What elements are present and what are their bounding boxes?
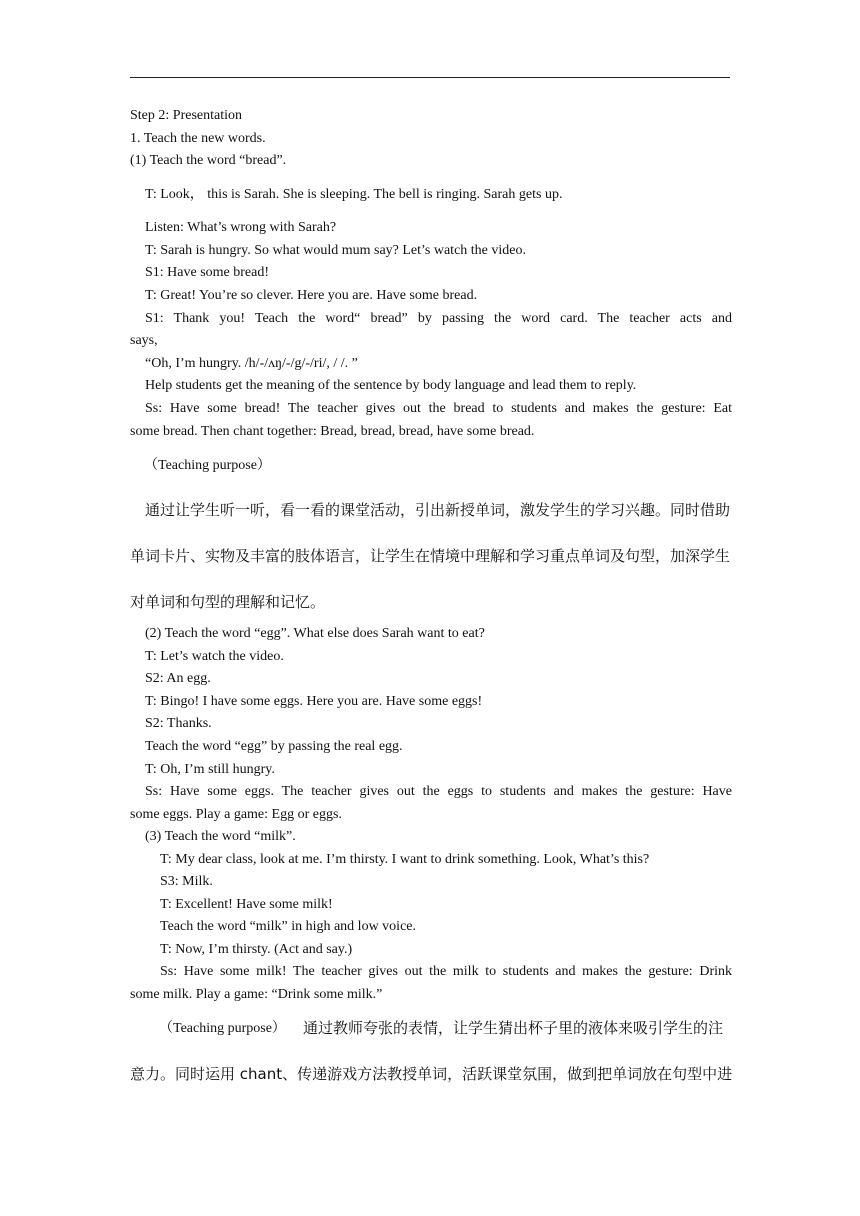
text-line: T: Let’s watch the video.: [145, 649, 284, 664]
teaching-purpose-label: （Teaching purpose）: [144, 458, 271, 473]
subsection-heading: (1) Teach the word “bread”.: [130, 153, 287, 168]
teaching-purpose-label: （Teaching purpose）: [159, 1021, 286, 1036]
text-line: Listen: What’s wrong with Sarah?: [145, 220, 337, 235]
subsection-heading: (2) Teach the word “egg”. What else does Sarah want to eat?: [145, 626, 485, 641]
purpose-text: 对单词和句型的理解和记忆。: [130, 593, 326, 611]
text-line: T: Excellent! Have some milk!: [160, 897, 333, 912]
text-line: Ss: Have some bread! The teacher gives out the bread to students and makes the gesture: Eat: [145, 401, 732, 416]
text-line: T: Great! You’re so clever. Here you are. Have some bread.: [145, 288, 478, 303]
text-line: T: Now, I’m thirsty. (Act and say.): [160, 942, 353, 957]
text-line: says,: [130, 333, 158, 348]
text-line: T: My dear class, look at me. I’m thirsty. I want to drink something. Look, What’s this?: [160, 852, 650, 867]
text-line: some eggs. Play a game: Egg or eggs.: [130, 807, 342, 822]
text-line: Ss: Have some milk! The teacher gives out the milk to students and makes the gesture: Drink: [160, 964, 732, 979]
purpose-text: 单词卡片、实物及丰富的肢体语言，让学生在情境中理解和学习重点单词及句型，加深学生: [130, 547, 731, 565]
text-line: T: Oh, I’m still hungry.: [145, 762, 275, 777]
text-line: “Oh, I’m hungry. /h/-/ʌŋ/-/g/-/ri/, / /. ”: [145, 356, 358, 371]
text-line: Help students get the meaning of the sentence by body language and lead them to reply.: [145, 378, 637, 393]
text-line: Teach the word “milk” in high and low voice.: [160, 919, 416, 934]
purpose-text: 通过让学生听一听，看一看的课堂活动，引出新授单词，激发学生的学习兴趣。同时借助: [145, 501, 731, 519]
text-line: T: Bingo! I have some eggs. Here you are. Have some eggs!: [145, 694, 483, 709]
text-line: some bread. Then chant together: Bread, bread, bread, have some bread.: [130, 424, 535, 439]
text-line: S1: Thank you! Teach the word“ bread” by passing the word card. The teacher acts and: [145, 311, 732, 326]
text-line: some milk. Play a game: “Drink some milk.”: [130, 987, 383, 1002]
text-line: S2: An egg.: [145, 671, 211, 686]
step-heading: Step 2: Presentation: [130, 108, 242, 123]
purpose-text: 通过教师夸张的表情，让学生猜出杯子里的液体来吸引学生的注: [303, 1019, 724, 1037]
header-rule: [130, 77, 730, 78]
section-heading: 1. Teach the new words.: [130, 131, 266, 146]
text-line: Ss: Have some eggs. The teacher gives out the eggs to students and makes the gesture: Have: [145, 784, 732, 799]
text-line: S2: Thanks.: [145, 716, 212, 731]
text-line: T: Look， this is Sarah. She is sleeping. The bell is ringing. Sarah gets up.: [145, 187, 563, 202]
text-line: S1: Have some bread!: [145, 265, 270, 280]
text-line: T: Sarah is hungry. So what would mum say? Let’s watch the video.: [145, 243, 526, 258]
subsection-heading: (3) Teach the word “milk”.: [145, 829, 296, 844]
text-line: S3: Milk.: [160, 874, 213, 889]
text-line: Teach the word “egg” by passing the real egg.: [145, 739, 403, 754]
purpose-text: 意力。同时运用 chant、传递游戏方法教授单词，活跃课堂氛围，做到把单词放在句型中进: [130, 1065, 733, 1083]
